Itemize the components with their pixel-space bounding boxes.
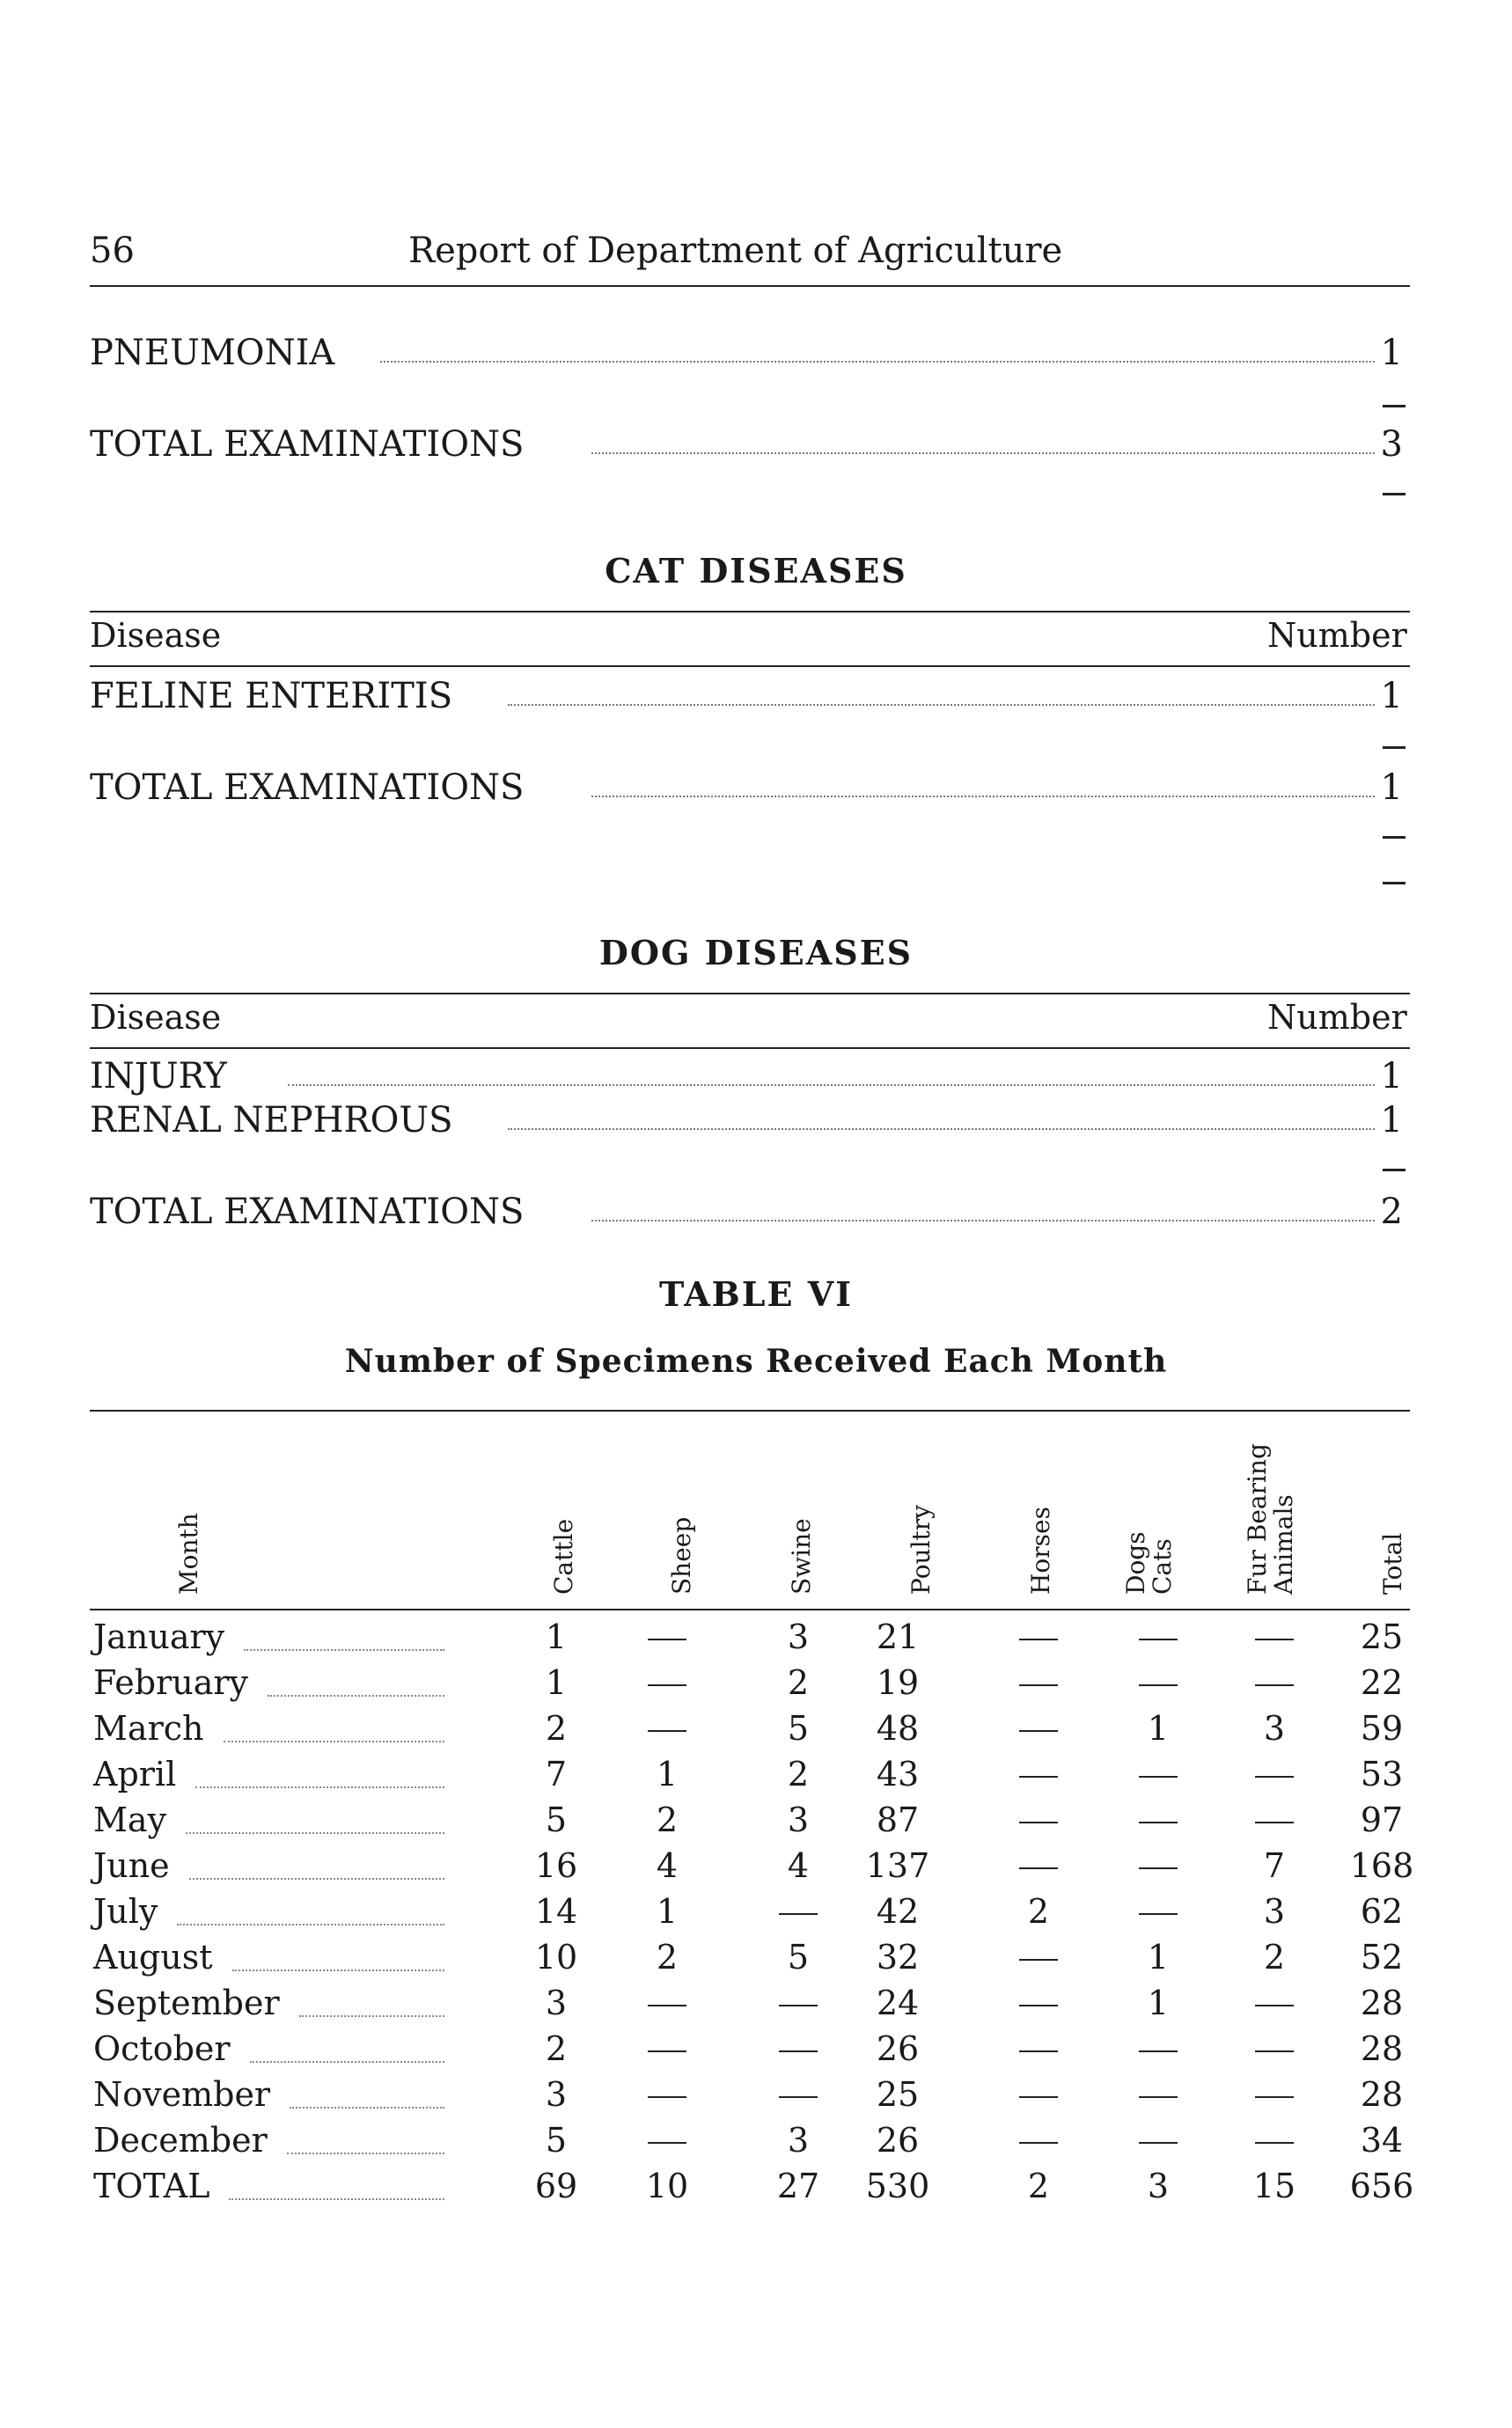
table-cell: 3	[1263, 1892, 1286, 1931]
empty-cell-dash	[1235, 2029, 1314, 2052]
table-cell: 5	[545, 1801, 568, 1839]
empty-cell-dash	[1235, 1617, 1314, 1640]
table-cell: 3	[545, 2075, 568, 2114]
table-cell: 656	[1349, 2167, 1414, 2205]
table-cell: 16	[534, 1846, 578, 1885]
empty-cell-dash	[999, 1617, 1078, 1640]
table-cell: 42	[876, 1892, 920, 1931]
empty-cell-dash	[1119, 2075, 1198, 2098]
disease-number: 1	[1380, 333, 1403, 373]
col-disease: Disease	[90, 998, 222, 1037]
month-label: TOTAL	[93, 2167, 210, 2205]
empty-cell-dash	[628, 1617, 707, 1640]
table-row	[90, 1755, 1410, 1801]
col-head-month: Month	[174, 1513, 203, 1595]
dot-leader	[250, 2061, 444, 2063]
month-label: May	[93, 1801, 167, 1839]
table-cell: 1	[1147, 1984, 1170, 2022]
table-cell: 5	[787, 1938, 810, 1977]
month-label: August	[93, 1938, 213, 1977]
table-rule	[90, 665, 1410, 667]
table-vi-subtitle: Number of Specimens Received Each Month	[344, 1343, 1168, 1380]
empty-cell-dash	[1119, 2121, 1198, 2144]
col-head-fur-bearing	[1244, 1443, 1297, 1595]
renal-nephrous-row	[90, 1100, 1410, 1144]
table-cell: 69	[534, 2167, 578, 2205]
empty-cell-dash	[999, 1755, 1078, 1778]
table-cell: 59	[1360, 1709, 1404, 1748]
month-label: July	[93, 1892, 158, 1931]
total-label: TOTAL EXAMINATIONS	[90, 1192, 525, 1232]
table-cell: 4	[656, 1846, 679, 1885]
empty-cell-dash	[1119, 1892, 1198, 1915]
table-cell: 10	[645, 2167, 689, 2205]
col-number: Number	[1267, 998, 1407, 1037]
table-cell: 25	[876, 2075, 920, 2114]
table-row	[90, 1938, 1410, 1984]
table-row	[90, 2075, 1410, 2121]
col-head-fur-line2: Animals	[1269, 1494, 1298, 1595]
disease-label: INJURY	[90, 1056, 227, 1097]
empty-cell-dash	[628, 2075, 707, 2098]
empty-cell-dash	[759, 2075, 838, 2098]
table-cell: 43	[876, 1755, 920, 1793]
table-cell: 19	[876, 1663, 920, 1702]
dot-leader	[591, 796, 1375, 797]
sum-dash	[1383, 493, 1406, 495]
empty-cell-dash	[999, 1709, 1078, 1732]
table-cell: 5	[787, 1709, 810, 1748]
table-rule	[90, 993, 1410, 994]
cat-diseases-title: CAT DISEASES	[605, 551, 907, 590]
col-head-cats: Cats	[1148, 1538, 1177, 1595]
table-cell: 10	[534, 1938, 578, 1977]
table-cell: 32	[876, 1938, 920, 1977]
empty-cell-dash	[1119, 2029, 1198, 2052]
table-cell: 34	[1360, 2121, 1404, 2160]
sum-dash	[1383, 836, 1406, 839]
sum-dash	[1383, 746, 1406, 749]
table-cell: 28	[1360, 1984, 1404, 2022]
table-cell: 3	[787, 2121, 810, 2160]
table-row	[90, 1663, 1410, 1709]
table-header-rule	[90, 1609, 1410, 1610]
empty-cell-dash	[628, 2029, 707, 2052]
empty-cell-dash	[759, 1892, 838, 1915]
disease-number: 1	[1380, 1056, 1403, 1097]
col-head-dogs: Dogs	[1121, 1531, 1150, 1595]
table-cell: 5	[545, 2121, 568, 2160]
empty-cell-dash	[1235, 1801, 1314, 1823]
dot-leader	[195, 1786, 444, 1788]
table-row	[90, 1984, 1410, 2029]
table-cell: 2	[656, 1938, 679, 1977]
table-cell: 2	[545, 1709, 568, 1748]
table-row	[90, 1617, 1410, 1663]
dot-leader	[288, 1084, 1375, 1086]
table-row	[90, 1892, 1410, 1938]
col-head-poultry: Poultry	[906, 1504, 936, 1595]
table-cell: 168	[1349, 1846, 1414, 1885]
table-cell: 2	[1263, 1938, 1286, 1977]
empty-cell-dash	[628, 1984, 707, 2006]
table-cell: 3	[787, 1617, 810, 1656]
disease-number: 1	[1380, 1100, 1403, 1141]
empty-cell-dash	[1119, 1755, 1198, 1778]
dot-leader	[268, 1695, 444, 1697]
table-cell: 2	[545, 2029, 568, 2068]
disease-label: PNEUMONIA	[90, 333, 335, 373]
empty-cell-dash	[1235, 1663, 1314, 1686]
table-cell: 26	[876, 2121, 920, 2160]
table-cell: 1	[1147, 1709, 1170, 1748]
dot-leader	[229, 2198, 444, 2200]
empty-cell-dash	[999, 1938, 1078, 1961]
dot-leader	[189, 1878, 444, 1880]
dot-leader	[591, 452, 1375, 454]
dot-leader	[508, 704, 1375, 706]
dot-leader	[224, 1741, 444, 1742]
dog-total-row	[90, 1192, 1410, 1236]
empty-cell-dash	[759, 2029, 838, 2052]
table-row	[90, 2029, 1410, 2075]
table-cell: 2	[787, 1755, 810, 1793]
table-cell: 7	[545, 1755, 568, 1793]
empty-cell-dash	[1119, 1663, 1198, 1686]
empty-cell-dash	[628, 1709, 707, 1732]
table-cell: 26	[876, 2029, 920, 2068]
empty-cell-dash	[628, 1663, 707, 1686]
month-label: March	[93, 1709, 204, 1748]
total-number: 2	[1380, 1192, 1403, 1232]
empty-cell-dash	[1235, 2075, 1314, 2098]
month-label: January	[93, 1617, 225, 1656]
table-rule	[90, 1047, 1410, 1049]
col-head-dogs-cats	[1123, 1531, 1176, 1595]
disease-label: FELINE ENTERITIS	[90, 676, 453, 716]
table-cell: 21	[876, 1617, 920, 1656]
table-row	[90, 2167, 1414, 2212]
empty-cell-dash	[1235, 1984, 1314, 2006]
dog-diseases-title: DOG DISEASES	[598, 933, 914, 972]
empty-cell-dash	[999, 2029, 1078, 2052]
col-head-total: Total	[1378, 1532, 1407, 1595]
total-number: 1	[1380, 767, 1403, 808]
top-total-row	[90, 424, 1410, 468]
col-head-fur-line1: Fur Bearing	[1243, 1443, 1272, 1595]
table-rule	[90, 611, 1410, 613]
empty-cell-dash	[628, 2121, 707, 2144]
empty-cell-dash	[999, 1984, 1078, 2006]
table-cell: 24	[876, 1984, 920, 2022]
dot-leader	[177, 1924, 444, 1926]
table-cell: 2	[656, 1801, 679, 1839]
table-cell: 1	[1147, 1938, 1170, 1977]
table-cell: 2	[787, 1663, 810, 1702]
page-number: 56	[90, 231, 135, 271]
disease-number: 1	[1380, 676, 1403, 716]
table-row	[90, 1801, 1410, 1846]
dot-leader	[591, 1220, 1375, 1221]
col-head-cattle: Cattle	[549, 1518, 578, 1595]
table-cell: 14	[534, 1892, 578, 1931]
table-cell: 7	[1263, 1846, 1286, 1885]
empty-cell-dash	[999, 2121, 1078, 2144]
empty-cell-dash	[999, 1846, 1078, 1869]
table-cell: 62	[1360, 1892, 1404, 1931]
sum-dash	[1383, 1169, 1406, 1171]
col-number: Number	[1267, 616, 1407, 655]
table-cell: 3	[1147, 2167, 1170, 2205]
table-cell: 3	[787, 1801, 810, 1839]
empty-cell-dash	[1235, 1755, 1314, 1778]
table-row	[90, 1709, 1410, 1755]
table-cell: 53	[1360, 1755, 1404, 1793]
table-cell: 97	[1360, 1801, 1404, 1839]
table-cell: 2	[1027, 2167, 1050, 2205]
table-cell: 2	[1027, 1892, 1050, 1931]
dot-leader	[508, 1128, 1375, 1130]
table-cell: 1	[545, 1617, 568, 1656]
month-label: December	[93, 2121, 268, 2160]
sum-dash	[1383, 405, 1406, 407]
month-label: September	[93, 1984, 280, 2022]
header-rule	[90, 285, 1410, 287]
dot-leader	[186, 1832, 444, 1834]
table-cell: 1	[545, 1663, 568, 1702]
month-label: June	[93, 1846, 170, 1885]
table-cell: 137	[865, 1846, 930, 1885]
table-cell: 87	[876, 1801, 920, 1839]
empty-cell-dash	[1119, 1617, 1198, 1640]
dot-leader	[287, 2153, 444, 2154]
col-head-swine: Swine	[787, 1518, 816, 1595]
table-vi-title: TABLE VI	[659, 1274, 853, 1314]
table-cell: 25	[1360, 1617, 1404, 1656]
dot-leader	[299, 2015, 444, 2017]
table-cell: 1	[656, 1892, 679, 1931]
table-top-rule	[90, 1410, 1410, 1412]
table-row	[90, 1846, 1414, 1892]
table-cell: 4	[787, 1846, 810, 1885]
col-head-horses: Horses	[1026, 1507, 1055, 1595]
empty-cell-dash	[1235, 2121, 1314, 2144]
table-cell: 27	[776, 2167, 820, 2205]
table-cell: 52	[1360, 1938, 1404, 1977]
feline-enteritis-row	[90, 676, 1410, 720]
dot-leader	[290, 2107, 444, 2109]
month-label: February	[93, 1663, 249, 1702]
total-number: 3	[1380, 424, 1403, 465]
pneumonia-row	[90, 333, 1410, 377]
table-cell: 3	[545, 1984, 568, 2022]
table-cell: 22	[1360, 1663, 1404, 1702]
empty-cell-dash	[1119, 1846, 1198, 1869]
empty-cell-dash	[999, 2075, 1078, 2098]
month-label: November	[93, 2075, 271, 2114]
dot-leader	[232, 1970, 444, 1971]
table-cell: 15	[1252, 2167, 1296, 2205]
total-label: TOTAL EXAMINATIONS	[90, 424, 525, 465]
table-cell: 3	[1263, 1709, 1286, 1748]
month-label: October	[93, 2029, 231, 2068]
empty-cell-dash	[1119, 1801, 1198, 1823]
table-cell: 28	[1360, 2029, 1404, 2068]
table-row	[90, 2121, 1410, 2167]
empty-cell-dash	[999, 1663, 1078, 1686]
empty-cell-dash	[759, 1984, 838, 2006]
cat-total-row	[90, 767, 1410, 811]
table-cell: 28	[1360, 2075, 1404, 2114]
table-cell: 48	[876, 1709, 920, 1748]
table-cell: 1	[656, 1755, 679, 1793]
running-head	[90, 231, 1410, 283]
sum-dash	[1383, 882, 1406, 884]
empty-cell-dash	[999, 1801, 1078, 1823]
month-label: April	[93, 1755, 177, 1793]
injury-row	[90, 1056, 1410, 1100]
disease-label: RENAL NEPHROUS	[90, 1100, 453, 1141]
col-head-sheep: Sheep	[667, 1516, 696, 1595]
col-disease: Disease	[90, 616, 222, 655]
running-title: Report of Department of Agriculture	[408, 231, 1063, 271]
dot-leader	[380, 361, 1375, 363]
table-cell: 530	[865, 2167, 930, 2205]
dot-leader	[244, 1649, 444, 1651]
total-label: TOTAL EXAMINATIONS	[90, 767, 525, 808]
